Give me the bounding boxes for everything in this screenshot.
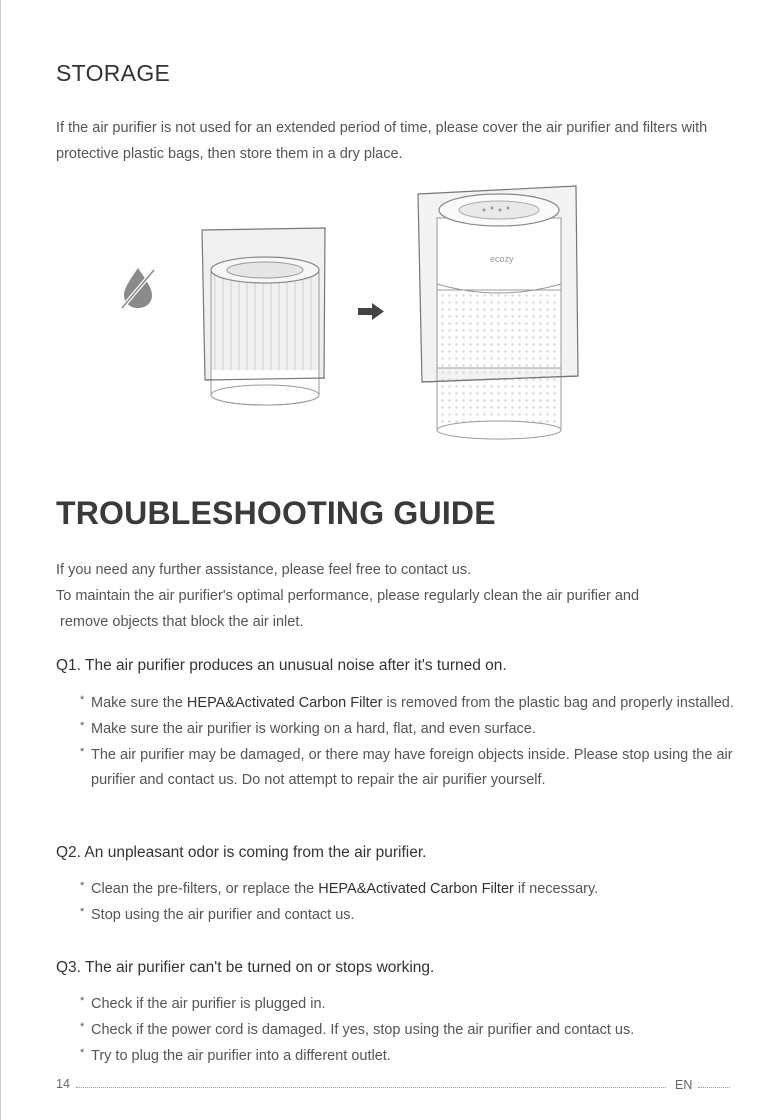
troubleshooting-intro <box>56 557 756 635</box>
no-water-icon <box>122 268 154 308</box>
q1-answers <box>80 691 750 794</box>
footer-divider <box>76 1087 666 1088</box>
storage-text: If the air purifier is not used for an extended period of time, please cover the air purifier and filters with protective plastic bags, then store them in a dry place. <box>56 120 708 162</box>
list-item: * Check if the power cord is damaged. If yes, stop using the air purifier and contact us. <box>80 1021 635 1038</box>
list-item: * Check if the air purifier is plugged in. <box>80 995 326 1012</box>
troubleshooting-heading: TROUBLESHOOTING GUIDE <box>56 495 496 531</box>
q2-answers <box>80 877 750 929</box>
storage-illustration <box>110 180 590 445</box>
purifier-in-bag <box>418 186 578 439</box>
language-label: EN <box>675 1078 693 1092</box>
arrow-right-icon <box>358 303 384 320</box>
q1-title: Q1. The air purifier produces an unusual noise after it's turned on. <box>56 657 507 674</box>
list-item: * Clean the pre-filters, or replace the HEPA&Activated Carbon Filter if necessary. <box>80 880 599 897</box>
list-item: * Stop using the air purifier and contact us. <box>80 906 355 923</box>
intro-line-2: To maintain the air purifier's optimal performance, please regularly clean the air purifier and <box>56 588 640 604</box>
brand-logo: ecozy <box>490 254 514 264</box>
list-item: * The air purifier may be damaged, or there may have foreign objects inside. Please stop using the air purifier and contact us. Do not attempt to repair the air purifier yourself. <box>80 746 733 788</box>
storage-heading: STORAGE <box>56 60 171 86</box>
page-number: 14 <box>56 1077 70 1091</box>
intro-line-3: remove objects that block the air inlet. <box>60 614 304 630</box>
list-item: * Make sure the HEPA&Activated Carbon Filter is removed from the plastic bag and properly installed. <box>80 694 734 711</box>
page-edge <box>0 0 1 1120</box>
filter-in-bag <box>202 228 325 405</box>
q2-title: Q2. An unpleasant odor is coming from the air purifier. <box>56 844 427 861</box>
list-item: * Make sure the air purifier is working on a hard, flat, and even surface. <box>80 720 536 737</box>
q3-answers <box>80 992 750 1070</box>
intro-line-1: If you need any further assistance, please feel free to contact us. <box>56 562 472 578</box>
list-item: * Try to plug the air purifier into a different outlet. <box>80 1047 391 1064</box>
footer-divider-end <box>698 1087 730 1088</box>
q3-title: Q3. The air purifier can't be turned on or stops working. <box>56 959 435 976</box>
